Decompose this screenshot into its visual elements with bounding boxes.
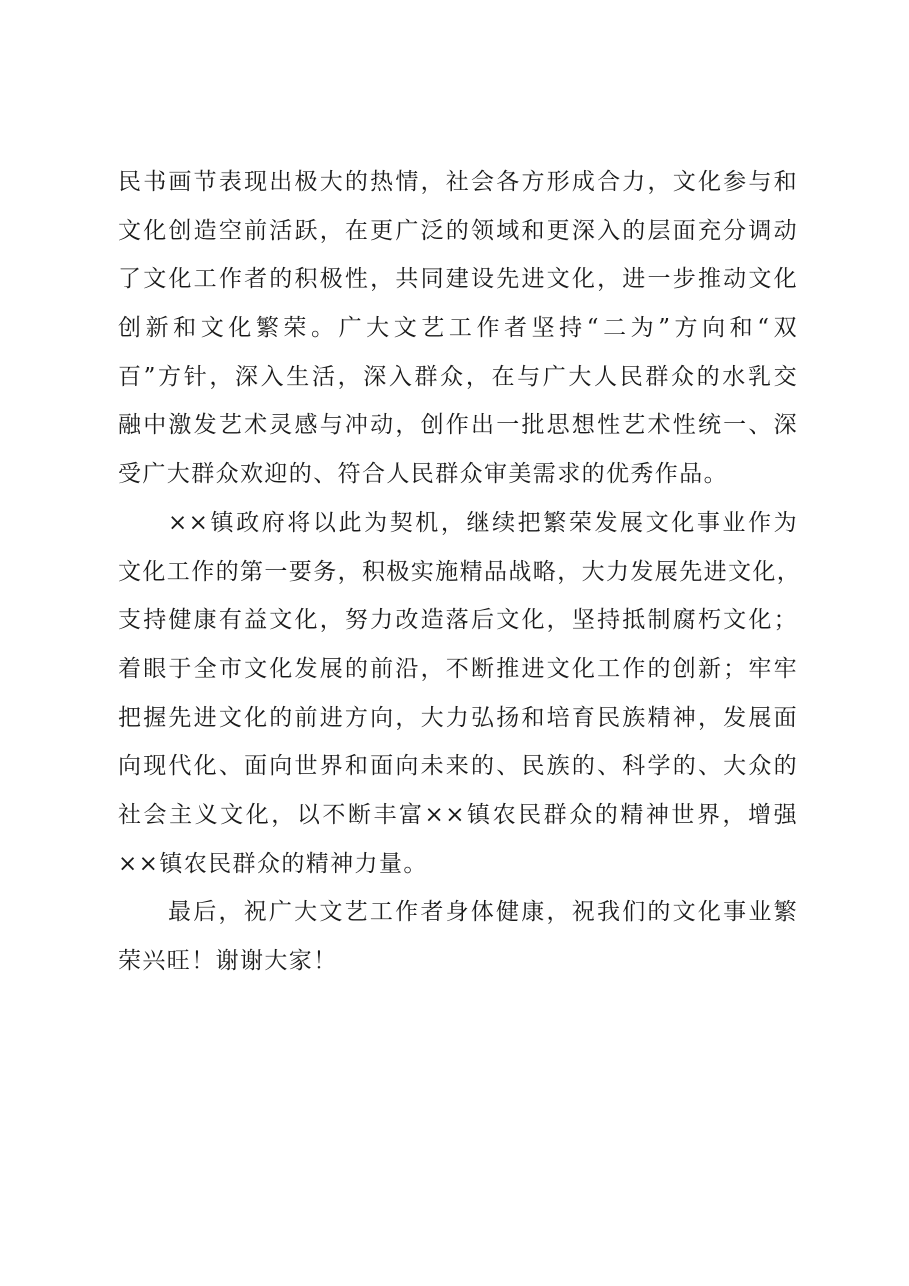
text-line: ××镇政府将以此为契机，继续把繁荣发展文化事业作为 bbox=[168, 509, 798, 536]
paragraph-2 bbox=[118, 499, 802, 889]
text-line: 融中激发艺术灵感与冲动，创作出一批思想性艺术性统一、深 bbox=[118, 412, 798, 439]
paragraph-1 bbox=[118, 158, 798, 499]
text-line: 百”方针，深入生活，深入群众，在与广大人民群众的水乳交 bbox=[118, 363, 798, 390]
text-line: 着眼于全市文化发展的前沿，不断推进文化工作的创新；牢牢 bbox=[118, 655, 798, 682]
text-line: 了文化工作者的积极性，共同建设先进文化，进一步推动文化 bbox=[118, 266, 798, 293]
text-line: 社会主义文化，以不断丰富××镇农民群众的精神世界，增强 bbox=[118, 801, 798, 828]
text-line: ××镇农民群众的精神力量。 bbox=[118, 850, 428, 877]
text-line: 受广大群众欢迎的、符合人民群众审美需求的优秀作品。 bbox=[118, 461, 728, 488]
text-line: 向现代化、面向世界和面向未来的、民族的、科学的、大众的 bbox=[118, 753, 798, 780]
text-line: 把握先进文化的前进方向，大力弘扬和培育民族精神，发展面 bbox=[118, 704, 798, 731]
body-text bbox=[118, 158, 802, 986]
paragraph-3 bbox=[118, 888, 798, 985]
text-line: 荣兴旺！谢谢大家！ bbox=[118, 948, 338, 974]
text-line: 文化工作的第一要务，积极实施精品战略，大力发展先进文化， bbox=[118, 558, 802, 585]
text-line: 支持健康有益文化，努力改造落后文化，坚持抵制腐朽文化； bbox=[118, 607, 798, 634]
text-line: 最后，祝广大文艺工作者身体健康，祝我们的文化事业繁 bbox=[168, 899, 798, 926]
text-line: 民书画节表现出极大的热情，社会各方形成合力，文化参与和 bbox=[118, 169, 798, 195]
text-line: 文化创造空前活跃，在更广泛的领域和更深入的层面充分调动 bbox=[118, 217, 798, 244]
text-line: 创新和文化繁荣。广大文艺工作者坚持“二为”方向和“双 bbox=[118, 315, 798, 342]
